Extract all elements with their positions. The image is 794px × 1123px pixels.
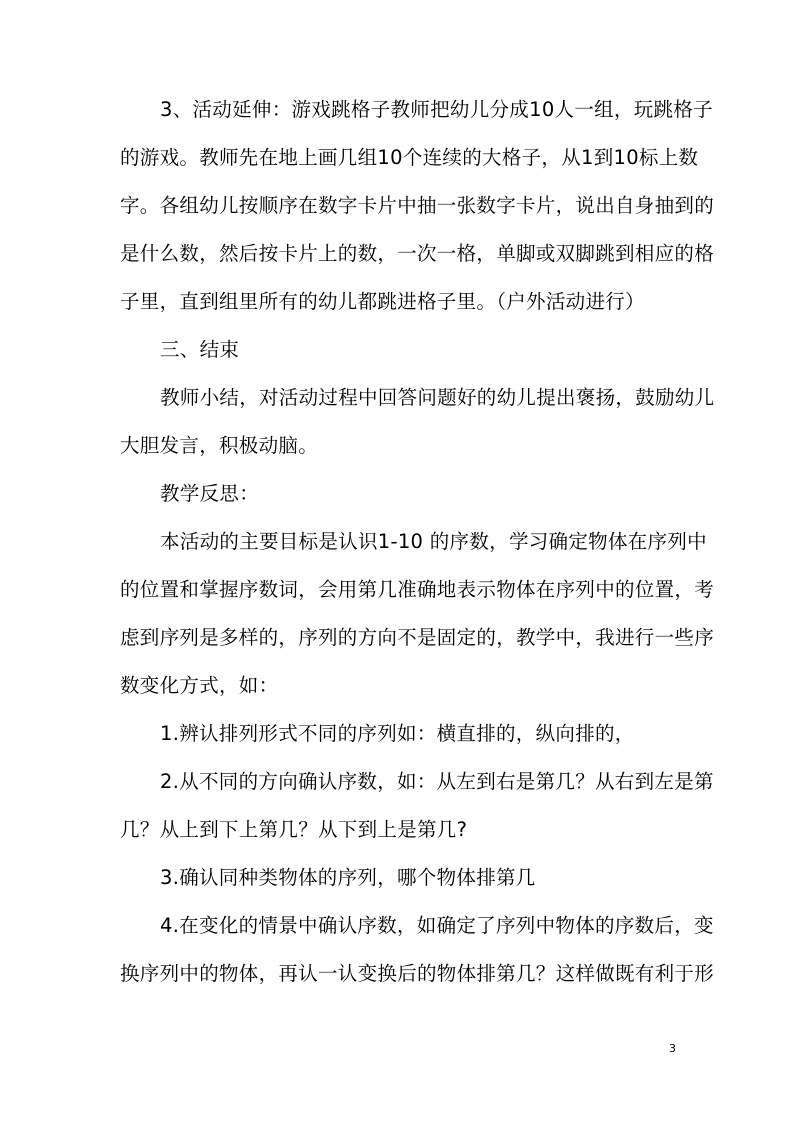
list-item: 3.确认同种类物体的序列，哪个物体排第几	[160, 866, 536, 889]
section-heading: 教学反思：	[160, 482, 260, 505]
list-item: 1.辨认排列形式不同的序列如：横直排的，纵向排的，	[160, 722, 635, 745]
paragraph-line: 子里，直到组里所有的幼儿都跳进格子里。（户外活动进行）	[120, 290, 645, 313]
section-heading: 三、结束	[160, 338, 240, 361]
paragraph-line: 本活动的主要目标是认识1-10 的序数，学习确定物体在序列中	[160, 530, 707, 553]
paragraph-line: 数变化方式，如：	[120, 674, 279, 697]
list-item: 4.在变化的情景中确认序数，如确定了序列中物体的序数后，变	[160, 914, 714, 937]
paragraph-line: 教师小结，对活动过程中回答问题好的幼儿提出褒扬，鼓励幼儿	[160, 386, 715, 409]
paragraph-line: 是什么数，然后按卡片上的数，一次一格，单脚或双脚跳到相应的格	[120, 242, 715, 265]
paragraph-line: 大胆发言，积极动脑。	[120, 434, 319, 457]
paragraph-line: 的游戏。教师先在地上画几组10个连续的大格子，从1到10标上数	[120, 146, 699, 169]
paragraph-line: 3、活动延伸：游戏跳格子教师把幼儿分成10人一组，玩跳格子	[160, 98, 713, 121]
paragraph-line: 虑到序列是多样的，序列的方向不是固定的，教学中，我进行一些序	[120, 626, 715, 649]
list-item-continuation: 几？从上到下上第几？从下到上是第几?	[120, 818, 468, 841]
list-item: 2.从不同的方向确认序数，如：从左到右是第几？从右到左是第	[160, 770, 714, 793]
paragraph-line: 字。各组幼儿按顺序在数字卡片中抽一张数字卡片，说出自身抽到的	[120, 194, 715, 217]
page-number: 3	[669, 1042, 676, 1055]
list-item-continuation: 换序列中的物体，再认一认变换后的物体排第几？这样做既有利于形	[120, 962, 715, 985]
paragraph-line: 的位置和掌握序数词，会用第几准确地表示物体在序列中的位置，考	[120, 578, 715, 601]
